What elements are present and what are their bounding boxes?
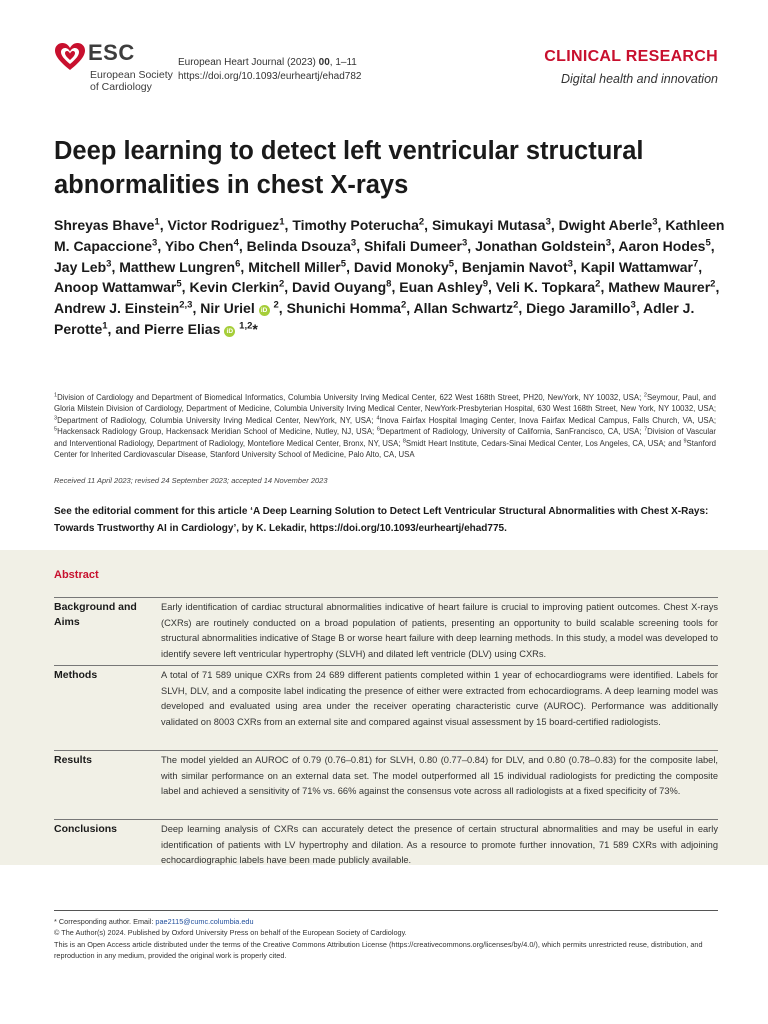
author-affiliation-sup: 2 [273, 299, 279, 311]
author-affiliation-sup: 2 [278, 278, 285, 290]
author-name: Shifali Dumeer [363, 237, 462, 254]
author-name: Mitchell Miller [248, 258, 341, 275]
affiliation-sup: 6 [376, 426, 380, 433]
author [167, 217, 284, 233]
affiliation-text: Hackensack Radiology Group, Hackensack Meridian School of Medicine, Nutley, NJ, USA; [57, 427, 377, 437]
author [247, 238, 357, 254]
author-affiliation-sup: 1 [102, 320, 108, 332]
author-list: Shreyas Bhave$^1$, Victor Rodriguez$^1$, Timothy Poterucha$^2$, Simukayi Mutasa$^3$, Dwight Aberle$^3$, Kathleen M. Capaccione$^3$, Yibo Chen$^4$, Belinda Dsouza$^3$, Shifali Dumeer$^3$, Jonathan Goldstein$^3$, Aaron Hodes$^5$, Jay Leb$^3$, Matthew Lungren$^6$, Mitchell Miller$^5$, David Monoky$^5$, Benjamin Navot$^3$, Kapil Wattamwar$^7$, Anoop Wattamwar$^5$, Kevin Clerkin$^2$, David Ouyang$^8$, Euan Ashley$^9$, Veli K. Topkara$^2$, Mathew Maurer$^2$, Andrew J. Einstein$^{2,3}$, Nir Uriel iD $^2$, Shunichi Homma$^2$, Allan Schwartz$^2$, Diego Jaramillo$^3$, Adler J. Perotte$^1$, and Pierre Elias iD $^{1,2}$* [54, 216, 725, 337]
author-affiliation-sup: 2 [710, 278, 716, 290]
author-affiliation-sup: 3 [152, 237, 158, 249]
affiliations [54, 392, 716, 460]
abstract-section-text: A total of 71 589 unique CXRs from 24 689 different patients completed within 1 year of echocardiograms were identified. Labels for SLVH, DLV, and a composite label indicating the presence of either were extracted from echocardiograms. A deep learning model was developed and evaluated using area under the receiver operating characteristic curve (AUROC). Performance was additionally validated on 8003 CXRs from an external site and compared against visual assessment by 15 board-certified radiologists. [161, 670, 718, 727]
affiliation-text: Department of Radiology, University of California, SanFrancisco, CA, USA; [379, 427, 645, 437]
abstract-section-label: Conclusions [54, 823, 118, 835]
section-divider [54, 750, 718, 751]
author-name: Diego Jaramillo [526, 300, 631, 317]
author-affiliation-sup: 2 [595, 278, 601, 290]
journal-doi[interactable]: https://doi.org/10.1093/eurheartj/ehad782 [178, 71, 362, 82]
email-link[interactable]: pae2115@cumc.columbia.edu [155, 917, 254, 926]
author [54, 217, 160, 233]
corresponding-marker: * [252, 320, 258, 337]
author-name: Yibo Chen [164, 237, 234, 254]
author [165, 238, 239, 254]
author-name: Kapil Wattamwar [580, 258, 693, 275]
author [189, 279, 284, 295]
author [475, 238, 611, 254]
author [399, 279, 488, 295]
journal-issue: 00 [318, 57, 330, 68]
author-name: Allan Schwartz [413, 300, 514, 317]
author-affiliation-sup: 2 [513, 299, 519, 311]
author-affiliation-sup: 3 [350, 237, 357, 249]
corresponding-prefix: * Corresponding author. Email: [54, 917, 156, 926]
author-affiliation-sup: 5 [448, 257, 455, 269]
author-name: Jonathan Goldstein [475, 237, 606, 254]
author-name: Shreyas Bhave [54, 217, 155, 233]
author-affiliation-sup: 5 [176, 278, 182, 290]
article-title: Deep learning to detect left ventricular structural abnormalities in chest X-rays [54, 137, 644, 199]
author-name: Timothy Poterucha [292, 217, 419, 233]
author-affiliation-sup: 1 [154, 216, 160, 228]
corresponding-author-note [54, 916, 718, 927]
author [248, 259, 346, 275]
affiliation-sup: 4 [376, 415, 380, 422]
abstract-section-results [54, 750, 718, 818]
author-affiliation-sup: 8 [386, 278, 392, 290]
author-affiliation-sup: 1 [279, 216, 285, 228]
author-affiliation-sup: 2,3 [179, 299, 193, 311]
journal-citation [178, 56, 361, 84]
author-name: Euan Ashley [399, 279, 483, 296]
author [414, 300, 519, 316]
author-affiliation-sup: 5 [340, 257, 347, 269]
affiliation-text: Division of Vascular and Interventional Radiology, Department of Radiology, Montefiore Medical Center, Bronx, NY, USA; [54, 427, 717, 448]
journal-line [178, 56, 361, 70]
author-name: Matthew Lungren [119, 258, 236, 275]
author [618, 238, 710, 254]
abstract-section-text: Deep learning analysis of CXRs can accurately detect the presence of certain structural abnormalities and may be useful in early identification of patients with LV hypertrophy and dilation. As a resource to promote further innovation, 71 589 CXRs with adjoining echocardiographic labels have been made publicly available. [161, 824, 718, 866]
received-dates: Received 11 April 2023; revised 24 September 2023; accepted 14 November 2023 [54, 476, 328, 485]
author [119, 259, 240, 275]
author-affiliation-sup: 6 [235, 257, 241, 269]
abstract-section-text: The model yielded an AUROC of 0.79 (0.76–0.81) for SLVH, 0.80 (0.77–0.84) for DLV, and 0.80 (0.78–0.83) for the composite label, with similar performance on an external data set. The model outperformed all 15 individual radiologists for predicting the composite label and achieved a sensitivity of 71% vs. 66% against the consensus vote across all radiologists at a fixed specificity of 73%. [161, 755, 718, 797]
heart-logo-icon [54, 42, 86, 72]
author-affiliation-sup: 5 [705, 237, 711, 249]
affiliation-text: Division of Cardiology and Department of Biomedical Informatics, Columbia University Irving Medical Center, 622 West 168th Street, PH20, NewYork, NY 10032, USA; [57, 393, 644, 402]
abstract-heading: Abstract [54, 569, 99, 581]
logo-text: ESC [88, 40, 135, 65]
journal-pages: , 1–11 [329, 57, 357, 68]
abstract-section-methods [54, 665, 718, 749]
abstract-section-label: Methods [54, 669, 98, 681]
author-name: Jay Leb [54, 258, 107, 275]
author [354, 259, 454, 275]
author-name: Nir Uriel [200, 300, 255, 317]
affiliation-sup: 5 [54, 426, 58, 433]
abstract-section-conclusions [54, 819, 718, 865]
author [292, 279, 391, 295]
author-affiliation-sup: 9 [482, 278, 489, 290]
author-name: Mathew Maurer [608, 279, 711, 296]
author-affiliation-sup: 3 [652, 216, 658, 228]
author-name: Victor Rodriguez [167, 217, 280, 233]
journal-name: European Heart Journal (2023) [178, 57, 316, 68]
affiliation-text: Seymour, Paul, and Gloria Milstein Division of Cardiology, Department of Medicine, Columbia University Irving Medical Center, NewYork-Presbyterian Hospital, 630 West 168th Street, New York, NY 10032, USA; [54, 393, 716, 414]
section-divider [54, 597, 718, 598]
affiliation-sup: 7 [644, 426, 648, 433]
affiliation-text: Department of Radiology, Columbia University Irving Medical Center, NewYork, NY, USA; [57, 415, 377, 425]
article-section [544, 48, 718, 86]
author [54, 279, 182, 295]
esc-logo [54, 38, 184, 98]
author [608, 279, 715, 295]
orcid-icon[interactable]: iD [224, 326, 235, 337]
orcid-icon[interactable]: iD [259, 305, 270, 316]
author-name: Veli K. Topkara [495, 279, 596, 296]
author-affiliation-sup: 3 [106, 257, 112, 269]
author-name: Simukayi Mutasa [431, 217, 546, 233]
author-name: David Monoky [353, 258, 449, 275]
author-name: Kathleen M. Capaccione [54, 217, 725, 254]
org-name-line1: European Society [90, 69, 173, 81]
affiliation-sup: 3 [54, 415, 58, 422]
author-name: Adler J. Perotte [54, 300, 695, 337]
affiliation-sup: 2 [643, 392, 647, 399]
author [559, 217, 658, 233]
abstract-section-text: Early identification of cardiac structural abnormalities indicative of heart failure is crucial to improving patient outcomes. Chest X-rays (CXRs) are routinely conducted on a broad population of patients, presenting an opportunity to build scalable screening tools for structural abnormalities indicative of Stage B or worse heart failure with deep learning methods. In this study, a model was developed to identify severe left ventricular hypertrophy (SLVH) and dilated left ventricle (DLV) using CXRs. [161, 602, 718, 659]
author-name: David Ouyang [292, 279, 387, 296]
author [581, 259, 699, 275]
affiliation-text: Inova Fairfax Hospital Imaging Center, Inova Fairfax Medical Campus, Falls Church, VA, USA; [379, 415, 716, 425]
author-name: Andrew J. Einstein [54, 300, 180, 317]
editorial-comment: See the editorial comment for this article ‘A Deep Learning Solution to Detect Left Ventricular Structural Abnormalities with Chest X-Rays: Towards Trustworthy AI in Cardiology’, by K. Lekadir, https://doi.org/10.1093/eurheartj/ehad775. [54, 506, 709, 534]
copyright-note: © The Author(s) 2024. Published by Oxford University Press on behalf of the European Society of Cardiology. [54, 928, 407, 938]
author [287, 300, 407, 316]
author [54, 300, 192, 316]
author-name: Anoop Wattamwar [54, 279, 177, 296]
author-affiliation-sup: 2 [400, 299, 407, 311]
author [54, 259, 111, 275]
footnote-divider [54, 910, 718, 911]
author-affiliation-sup: 3 [605, 237, 612, 249]
author [292, 217, 424, 233]
author [432, 217, 551, 233]
abstract-section-label: Results [54, 754, 92, 766]
author-affiliation-sup: 3 [630, 299, 636, 311]
author-affiliation-sup: 3 [545, 216, 551, 228]
author-affiliation-sup: 1,2 [239, 320, 253, 332]
abstract-section-background [54, 597, 718, 665]
affiliation-sup: 9 [683, 438, 687, 445]
author-name: Belinda Dsouza [246, 237, 351, 254]
author-name: Shunichi Homma [286, 300, 401, 317]
author-name: Kevin Clerkin [189, 279, 279, 296]
subsection-label: Digital health and innovation [560, 72, 718, 86]
section-divider [54, 665, 718, 666]
author [496, 279, 601, 295]
author [364, 238, 467, 254]
author [200, 300, 279, 316]
author-affiliation-sup: 4 [233, 237, 239, 249]
author [115, 321, 258, 337]
license-note: This is an Open Access article distributed under the terms of the Creative Commons Attribution License (https://creativecommons.org/licenses/by/4.0/), which permits unrestricted reuse, distribution, and reproduction in any medium, provided the original work is properly cited. [54, 939, 703, 961]
author [462, 259, 573, 275]
org-name-line2: of Cardiology [90, 81, 152, 93]
affiliation-text: Stanford Center for Inherited Cardiovascular Disease, Stanford University School of Medicine, Palo Alto, CA, USA [54, 438, 716, 460]
author-affiliation-sup: 3 [462, 237, 468, 249]
author-affiliation-sup: 7 [693, 257, 699, 269]
author-name: Aaron Hodes [618, 237, 706, 254]
affiliation-sup: 8 [402, 438, 406, 445]
affiliation-sup: 1 [54, 392, 58, 399]
section-label: CLINICAL RESEARCH [544, 48, 718, 65]
section-divider [54, 819, 718, 820]
footnotes [54, 916, 718, 962]
author [526, 300, 636, 316]
affiliation-text: Smidt Heart Institute, Cedars-Sinai Medical Center, Los Angeles, CA, USA; and [405, 438, 684, 448]
author-name: Benjamin Navot [461, 258, 568, 275]
author-name: Dwight Aberle [558, 217, 653, 233]
author-name: and Pierre Elias [115, 320, 221, 337]
abstract-section-label: Background and Aims [54, 601, 137, 628]
author-affiliation-sup: 2 [418, 216, 425, 228]
author-affiliation-sup: 3 [567, 257, 573, 269]
